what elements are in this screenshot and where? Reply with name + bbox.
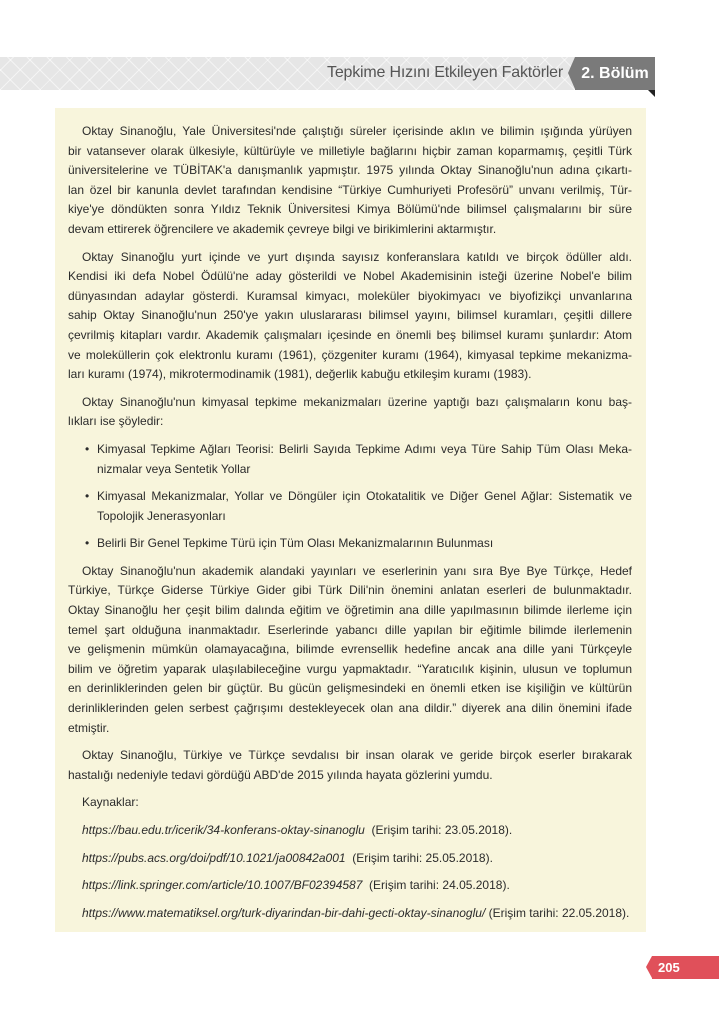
paragraph-line: kiye'ye döndükten sonra Yıldız Teknik Üniversitesi Kimya Bölümü'nde bilimsel çalışmalarını bir süre (68, 202, 632, 217)
paragraph-line: derinliklerinden gelen serbest çağrışımı destekleyecek olan ana dildir.” diyerek ana dilin önemini ifade (68, 701, 632, 716)
paragraph-line: devam ettirerek öğrencilere ve akademik çevreye bilgi ve birikimlerini aktarmıştır. (68, 221, 497, 236)
chapter-tab: 2. Bölüm (575, 57, 655, 90)
reference-item (82, 876, 632, 896)
article-body (68, 122, 632, 931)
paragraph-line: ve moleküllerin çok elektronlu kuramı (1961), çözgeniter kuramı (1964), kimyasal tepkime mekanizma- (68, 347, 632, 362)
paragraph-line: Oktay Sinanoğlu, Yale Üniversitesi'nde çalıştığı süreler içerisinde aklın ve bilimin ışığında yürüyen (82, 124, 632, 138)
references-label: Kaynaklar: (82, 795, 139, 810)
paragraph (68, 248, 632, 385)
paragraph-line: Oktay Sinanoğlu her çeşit bilim dalında eğitim ve öğretimin ana dille yapılmasının bilimde ilerleme için (68, 603, 632, 618)
paragraph-line: Oktay Sinanoğlu'nun akademik alandaki yayınları ve eserlerinin yanı sıra Bye Bye Türkçe, Hedef (82, 563, 632, 578)
paragraph-line: üniversitelerine ve TÜBİTAK'a danışmanlık yapmıştır. 1975 yılında Oktay Sinanoğlu'nun adına çıkartı- (68, 163, 632, 178)
paragraph (68, 746, 632, 785)
references (68, 793, 632, 923)
paragraph (68, 393, 632, 432)
paragraph-line: Oktay Sinanoğlu, Türkiye ve Türkçe sevdalısı bir insan olarak ve geride birçok eserler bırakarak (82, 748, 632, 763)
bullet-line: Kimyasal Tepkime Ağları Teorisi: Belirli Sayıda Tepkime Adımı veya Türe Sahip Tüm Olası Meka- (97, 441, 632, 456)
paragraph-line: dünyasından adaylar gösterdi. Kuramsal kimyacı, moleküler biyokimyacı ve biyofizikçi unvanlarına (68, 288, 632, 303)
paragraph-line: ları kuramı (1974), mikrotermodinamik (1981), değerlik kabuğu etkileşim kuramı (1983). (68, 367, 532, 382)
page-number: 205 (652, 956, 719, 979)
header-band (0, 57, 575, 90)
reference-link[interactable]: https://www.matematiksel.org/turk-diyarindan-bir-dahi-gecti-oktay-sinanoglu/ (82, 905, 486, 920)
paragraph-line: en derinliklerinden gelen bir güçtür. Bu gücün gelişmesindeki en önemli etken ise kişiliğin ve kültürün (68, 681, 632, 696)
paragraph-line: Türkiye, Türkçe Giderse Türkiye Gider gibi Türk Dili'nin önemini anlatan eserleri de bulunmaktadır. (68, 583, 632, 598)
reference-access-date: (Erişim tarihi: 23.05.2018). (364, 823, 513, 837)
paragraph-line: Oktay Sinanoğlu'nun kimyasal tepkime mekanizmaları üzerine yaptığı bazı çalışmaların konu baş- (82, 394, 632, 409)
bullet-item (68, 487, 632, 526)
reference-link[interactable]: https://link.springer.com/article/10.1007/BF02394587 (82, 878, 363, 893)
paragraph-line: lıkları ise şöyledir: (68, 414, 164, 429)
reference-access-date: (Erişim tarihi: 22.05.2018). (485, 905, 630, 920)
bullet-icon: • (85, 441, 90, 456)
reference-link[interactable]: https://pubs.acs.org/doi/pdf/10.1021/ja00842a001 (82, 850, 346, 865)
paragraph-line: Oktay Sinanoğlu yurt içinde ve yurt dışında sayısız konferanslara katıldı ve birçok ödüller aldı. (82, 249, 632, 264)
chapter-notch (648, 90, 655, 97)
reference-access-date: (Erişim tarihi: 25.05.2018). (345, 850, 493, 865)
bullet-item (68, 440, 632, 479)
paragraph-line: ve gelişmenin mümkün olamayacağına, bilimde evrensellik hedefine ancak ana dille yani Türkçeyle (68, 642, 632, 657)
reference-item (82, 849, 632, 869)
reference-item (82, 821, 632, 841)
bullet-icon: • (85, 489, 90, 504)
bullet-item (68, 534, 632, 554)
bullet-line: Belirli Bir Genel Tepkime Türü için Tüm Olası Mekanizmalarının Bulunması (97, 536, 494, 551)
paragraph-line: bir vatansever olarak ülkesiyle, kültürüyle ve milletiyle bağlarını hiçbir zaman koparmamış, çeşitli Türk (68, 143, 632, 158)
reference-link[interactable]: https://bau.edu.tr/icerik/34-konferans-oktay-sinanoglu (82, 823, 365, 837)
paragraph-line: hastalığı nedeniyle tedavi gördüğü ABD'de 2015 yılında hayata gözlerini yumdu. (68, 767, 493, 782)
bullet-line: Kimyasal Mekanizmalar, Yollar ve Döngüler için Otokatalitik ve Diğer Genel Ağlar: Sistematik ve (97, 489, 632, 504)
paragraph-line: çevrilmiş kitapları vardır. Akademik çalışmaları içesinde en önemli beş bilimsel kuramı şunlardır: Atom (68, 327, 632, 342)
bullet-line: nizmalar veya Sentetik Yollar (97, 461, 251, 476)
paragraph-line: etmiştir. (68, 720, 110, 735)
paragraph (68, 562, 632, 738)
paragraph-line: temel şart olduğuna inanmaktadır. Eserlerinde yabancı dille yapılan bir eğitimle bilimde ilerlemenin (68, 622, 632, 637)
paragraph-line: bilim ve öğretim yaparak ulaşılabileceğine vurgu yapmaktadır. “Yaratıcılık kişinin, ulusun ve toplumun (68, 661, 632, 676)
reference-item (82, 904, 632, 924)
paragraph-line: Kendisi iki defa Nobel Ödülü'ne aday gösterildi ve Nobel Akademisinin isteği üzerine Nobel'e bilim (68, 269, 632, 284)
paragraph-line: sahip Oktay Sinanoğlu'nun 250'ye yakın uluslararası bilimsel yayını, bilimsel kuramları, çeşitli dillere (68, 308, 632, 323)
reference-access-date: (Erişim tarihi: 24.05.2018). (362, 878, 510, 893)
paragraph (68, 122, 632, 240)
section-title: Tepkime Hızını Etkileyen Faktörler (327, 64, 563, 81)
paragraph-line: lan özel bir kanunla devlet tarafından kendisine “Türkiye Cumhuriyeti Profesörü” unvanı verilmiş, Tür- (68, 182, 632, 197)
bullet-icon: • (85, 536, 90, 551)
bullet-line: Topolojik Jenerasyonları (97, 508, 226, 523)
